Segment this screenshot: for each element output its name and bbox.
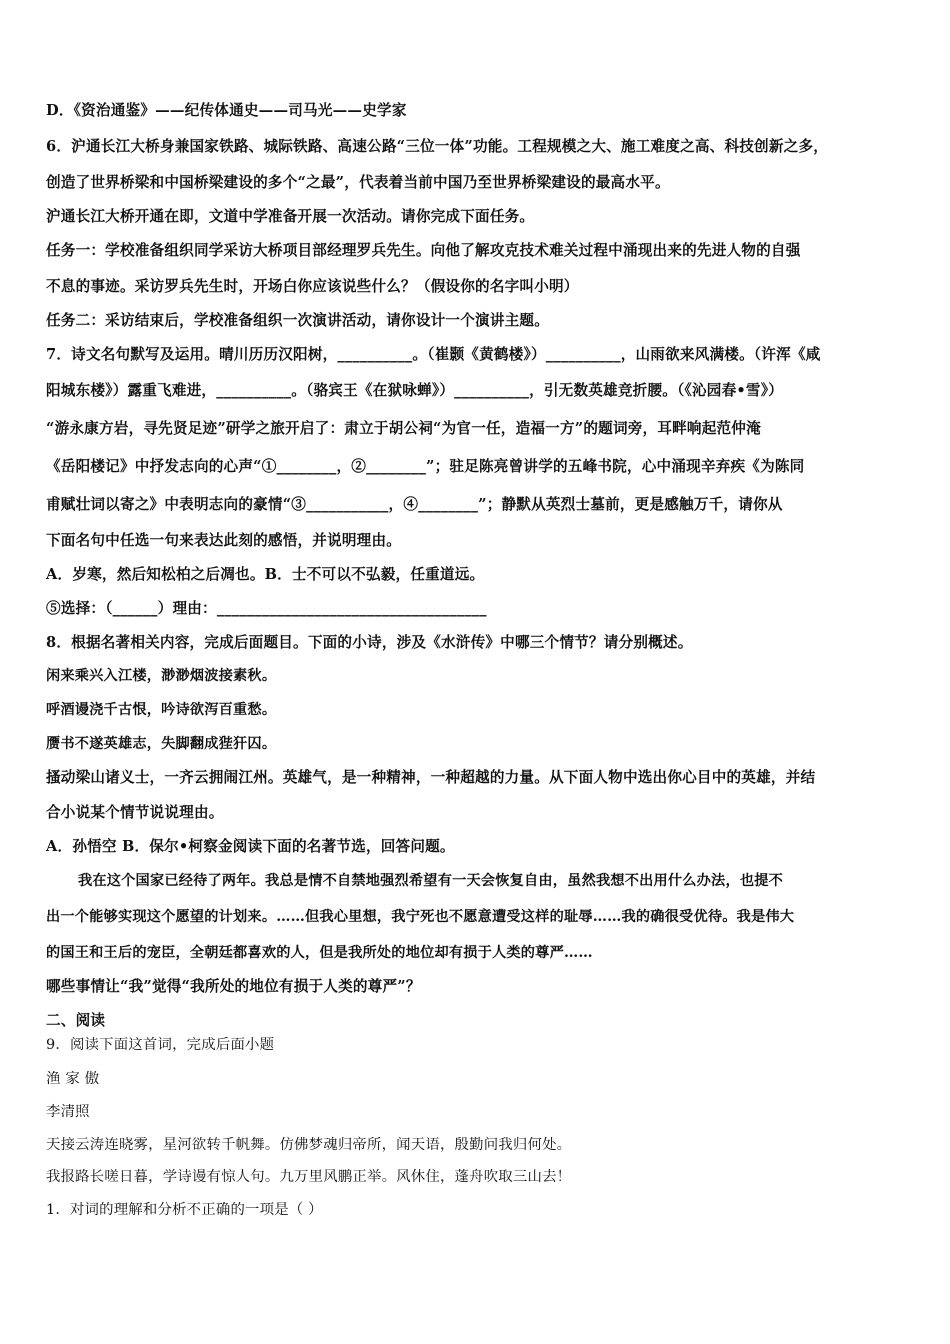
- ci-line-2: 我报路长嗟日暮，学诗谩有惊人句。九万里风鹏正举。风休住，蓬舟吹取三山去！: [46, 1169, 572, 1185]
- poem-line-1: 闲来乘兴入江楼，渺渺烟波接素秋。: [46, 668, 277, 684]
- ci-line-1: 天接云涛连晓雾，星河欲转千帆舞。仿佛梦魂归帝所，闻天语，殷勤问我归何处。: [46, 1137, 572, 1153]
- poem-line-3: 赝书不遂英雄志，失脚翻成狴犴囚。: [46, 736, 277, 752]
- question-6-line-2: 创造了世界桥梁和中国桥梁建设的多个“之最”，代表着当前中国乃至世界桥梁建设的最高水平。: [46, 174, 670, 191]
- question-9-line: 9．阅读下面这首词，完成后面小题: [46, 1037, 275, 1053]
- section-title-reading: 二、阅读: [46, 1012, 106, 1029]
- option-d-line: D．《资治通鉴》——纪传体通史——司马光——史学家: [46, 102, 407, 119]
- question-6-line-1: 6．沪通长江大桥身兼国家铁路、城际铁路、高速公路“三位一体”功能。工程规模之大、施工难度之高、科技创新之多，: [46, 138, 829, 155]
- question-7-choice: ⑤选择：（______）理由：____________________________________: [46, 600, 487, 617]
- question-8-line-2: 搔动梁山诸义士，一齐云拥闹江州。英雄气，是一种精神，一种超越的力量。从下面人物中选出你心目中的英雄，并结: [46, 769, 816, 786]
- question-7-line-5: 甫赋壮词以寄之》中表明志向的豪情“③___________，④________”；静默从英烈士墓前，更是感触万千，请你从: [46, 496, 783, 513]
- question-7-options: A．岁寒，然后知松柏之后凋也。B．士不可以不弘毅，任重道远。: [46, 566, 485, 583]
- question-6-line-3: 沪通长江大桥开通在即，文道中学准备开展一次活动。请你完成下面任务。: [46, 208, 535, 225]
- excerpt-line-3: 的国王和王后的宠臣，全朝廷都喜欢的人，但是我所处的地位却有损于人类的尊严……: [46, 945, 593, 961]
- excerpt-line-2: 出一个能够实现这个愿望的计划来。……但我心里想，我宁死也不愿意遭受这样的耻辱……我的确很受优待。我是伟大: [46, 909, 795, 925]
- subquestion-1: 1．对词的理解和分析不正确的一项是（ ）: [46, 1202, 323, 1218]
- task-2-line: 任务二：采访结束后，学校准备组织一次演讲活动，请你设计一个演讲主题。: [46, 312, 549, 329]
- excerpt-question: 哪些事情让“我”觉得“我所处的地位有损于人类的尊严”？: [46, 978, 421, 995]
- task-1-line-1: 任务一：学校准备组织同学采访大桥项目部经理罗兵先生。向他了解攻克技术难关过程中涌现出来的先进人物的自强: [46, 242, 801, 259]
- question-7-line-2: 阳城东楼》）露重飞难进，__________。（骆宾王《在狱咏蝉》）__________，引无数英雄竞折腰。（《沁园春•雪》）: [46, 382, 784, 399]
- poem-title: 渔 家 傲: [46, 1071, 100, 1087]
- question-8-line-3: 合小说某个情节说说理由。: [46, 804, 224, 821]
- question-7-line-3: “游永康方岩，寻先贤足迹”研学之旅开启了：肃立于胡公祠“为官一任，造福一方”的题词旁，耳畔响起范仲淹: [46, 420, 761, 437]
- question-7-line-6: 下面名句中任选一句来表达此刻的感悟，并说明理由。: [46, 532, 402, 549]
- question-7-line-1: 7．诗文名句默写及运用。晴川历历汉阳树，__________。（崔颢《黄鹤楼》）__________，山雨欲来风满楼。（许浑《咸: [46, 346, 821, 363]
- question-8-line-1: 8．根据名著相关内容，完成后面题目。下面的小诗，涉及《水浒传》中哪三个情节？请分别概述。: [46, 634, 693, 651]
- poem-line-2: 呼酒谩浇千古恨，吟诗欲泻百重愁。: [46, 702, 277, 718]
- task-1-line-2: 不息的事迹。采访罗兵先生时，开场白你应该说些什么？（假设你的名字叫小明）: [46, 278, 579, 295]
- question-7-line-4: 《岳阳楼记》中抒发志向的心声“①________，②________”；驻足陈亮曾讲学的五峰书院，心中涌现辛弃疾《为陈同: [46, 458, 805, 475]
- excerpt-line-1: 我在这个国家已经待了两年。我总是情不自禁地强烈希望有一天会恢复自由，虽然我想不出用什么办法，也提不: [78, 873, 783, 889]
- poem-author: 李清照: [46, 1104, 90, 1120]
- question-8-options: A．孙悟空 B．保尔•柯察金阅读下面的名著节选，回答问题。: [46, 838, 455, 855]
